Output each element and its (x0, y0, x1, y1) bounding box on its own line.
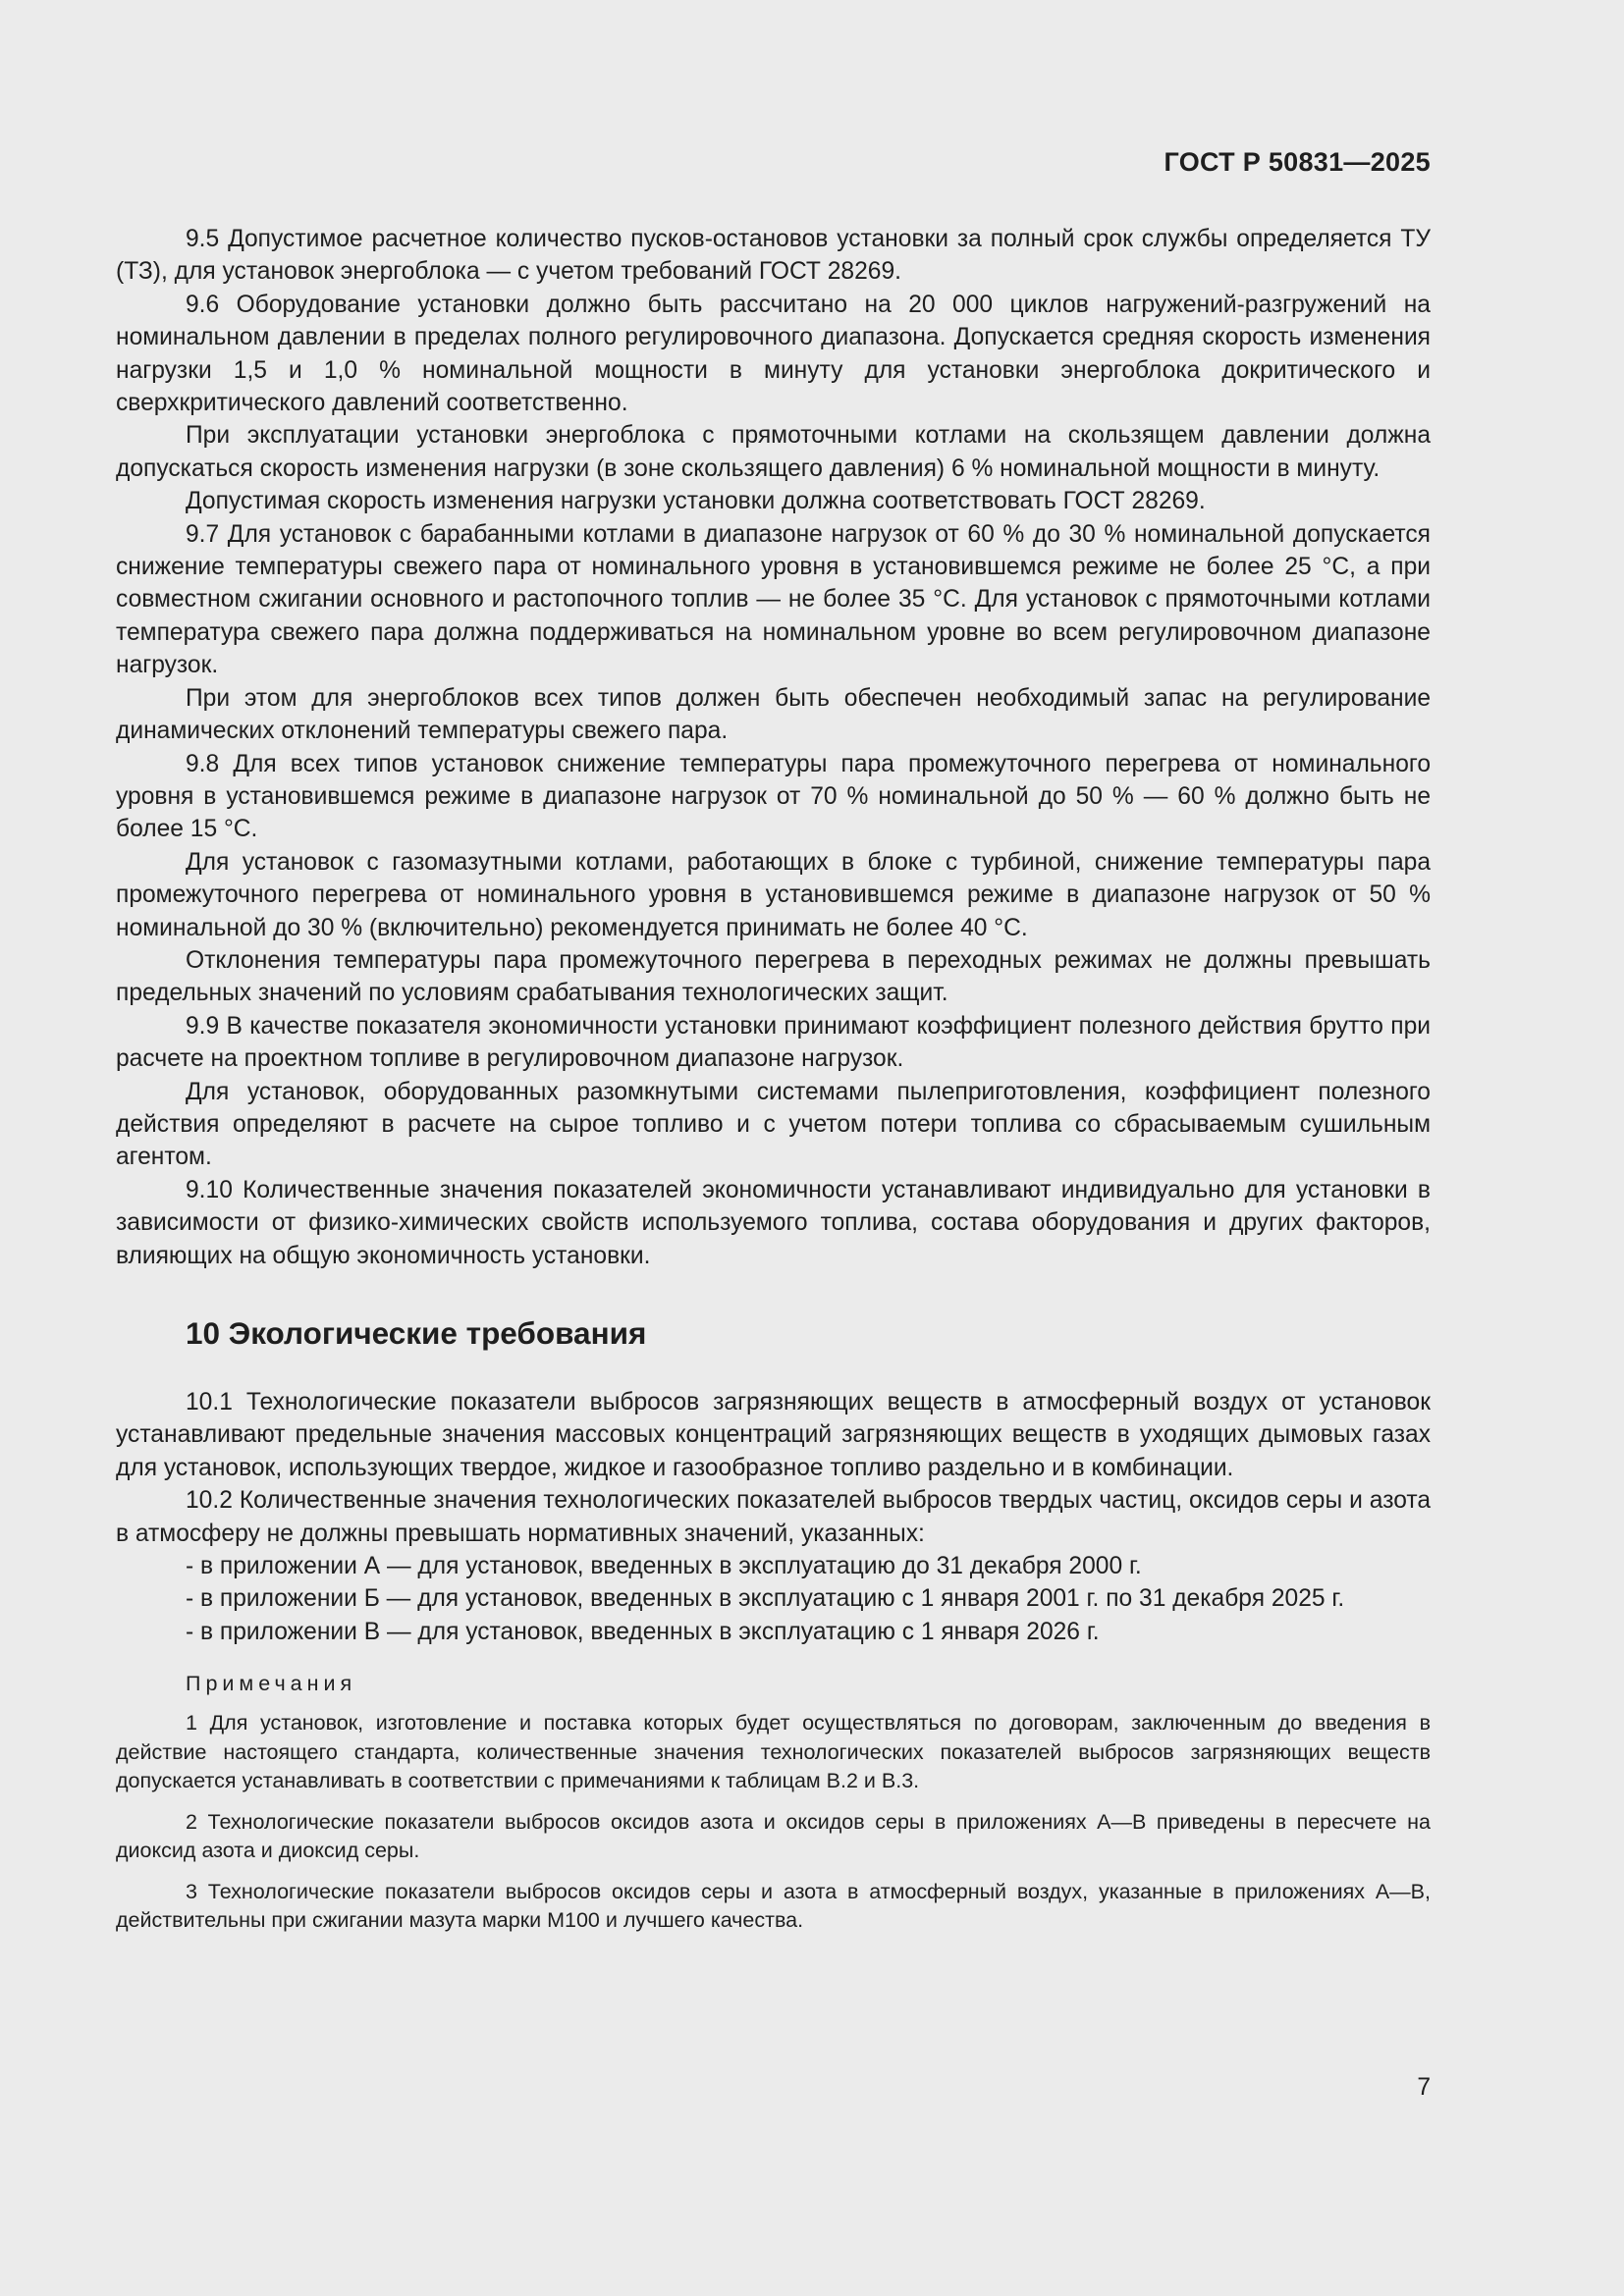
paragraph-9-5: 9.5 Допустимое расчетное количество пусков-остановов установки за полный срок службы определяется ТУ (ТЗ), для установок энергоблока — с учетом требований ГОСТ 28269. (116, 226, 1431, 286)
page-content (116, 223, 1431, 1948)
page-number: 7 (1417, 2074, 1431, 2101)
section-10-title: 10 Экологические требования (186, 1315, 647, 1351)
note-1: 1 Для установок, изготовление и поставка которых будет осуществляться по договорам, заключенным до введения в действие настоящего стандарта, количественные значения технологических показателей выбросов загрязняющих веществ допускается устанавливать в соответствии с примечаниями к таблицам В.2 и В.3. (116, 1711, 1431, 1793)
paragraph-10-2: 10.2 Количественные значения технологических показателей выбросов твердых частиц, оксидов серы и азота в атмосферу не должны превышать нормативных значений, указанных: (116, 1487, 1431, 1547)
note-2: 2 Технологические показатели выбросов оксидов азота и оксидов серы в приложениях А—В приведены в пересчете на диоксид азота и диоксид серы. (116, 1809, 1431, 1863)
paragraph-9-10: 9.10 Количественные значения показателей экономичности устанавливают индивидуально для установки в зависимости от физико-химических свойств используемого топлива, состава оборудования и других факторов, влияющих на общую экономичность установки. (116, 1176, 1431, 1269)
document-code-header: ГОСТ Р 50831—2025 (1164, 147, 1431, 177)
paragraph-10-1: 10.1 Технологические показатели выбросов загрязняющих веществ в атмосферный воздух от установок устанавливают предельные значения массовых концентраций загрязняющих веществ в уходящих дымовых газах для установок, использующих твердое, жидкое и газообразное топливо раздельно и в комбинации. (116, 1389, 1431, 1481)
paragraph-9-6: 9.6 Оборудование установки должно быть рассчитано на 20 000 циклов нагружений-разгружений на номинальном давлении в пределах полного регулировочного диапазона. Допускается средняя скорость изменения нагрузки 1,5 и 1,0 % номинальной мощности в минуту для установки энергоблока докритического и сверхкритического давлений соответственно. (116, 291, 1431, 417)
note-3: 3 Технологические показатели выбросов оксидов серы и азота в атмосферный воздух, указанные в приложениях А—В, действительны при сжигании мазута марки М100 и лучшего качества. (116, 1879, 1431, 1933)
paragraph-9-9-open-systems: Для установок, оборудованных разомкнутыми системами пылеприготовления, коэффициент полезного действия определяют в расчете на сырое топливо и с учетом потери топлива со сбрасываемым сушильным агентом. (116, 1078, 1431, 1171)
paragraph-9-6-load-rate: Допустимая скорость изменения нагрузки установки должна соответствовать ГОСТ 28269. (186, 488, 1206, 515)
list-item-appendix-a: - в приложении А — для установок, введенных в эксплуатацию до 31 декабря 2000 г. (186, 1553, 1142, 1580)
paragraph-9-8-gas-oil: Для установок с газомазутными котлами, работающих в блоке с турбиной, снижение температуры пара промежуточного перегрева от номинального уровня в установившемся режиме в диапазоне нагрузок от 50 % номинальной до 30 % (включительно) рекомендуется принимать не более 40 °С. (116, 848, 1431, 941)
paragraph-9-8-deviations: Отклонения температуры пара промежуточного перегрева в переходных режимах не должны превышать предельных значений по условиям срабатывания технологических защит. (116, 946, 1431, 1007)
paragraph-9-6-sliding-pressure: При эксплуатации установки энергоблока с прямоточными котлами на скользящем давлении должна допускаться скорость изменения нагрузки (в зоне скользящего давления) 6 % номинальной мощности в минуту. (116, 422, 1431, 482)
paragraph-9-7-reserve: При этом для энергоблоков всех типов должен быть обеспечен необходимый запас на регулирование динамических отклонений температуры свежего пара. (116, 684, 1431, 745)
paragraph-9-9: 9.9 В качестве показателя экономичности установки принимают коэффициент полезного действия брутто при расчете на проектном топливе в регулировочном диапазоне нагрузок. (116, 1012, 1431, 1073)
list-item-appendix-b: - в приложении Б — для установок, введенных в эксплуатацию с 1 января 2001 г. по 31 декабря 2025 г. (186, 1585, 1345, 1613)
paragraph-9-7: 9.7 Для установок с барабанными котлами в диапазоне нагрузок от 60 % до 30 % номинальной допускается снижение температуры свежего пара от номинального уровня в установившемся режиме не более 25 °С, а при совместном сжигании основного и растопочного топлив — не более 35 °С. Для установок с прямоточными котлами температура свежего пара должна поддерживаться на номинальном уровне во всем регулировочном диапазоне нагрузок. (116, 520, 1431, 679)
list-item-appendix-v: - в приложении В — для установок, введенных в эксплуатацию с 1 января 2026 г. (186, 1618, 1100, 1645)
notes-title: Примечания (186, 1672, 357, 1696)
paragraph-9-8: 9.8 Для всех типов установок снижение температуры пара промежуточного перегрева от номинального уровня в установившемся режиме в диапазоне нагрузок от 70 % номинальной до 50 % — 60 % должно быть не более 15 °С. (116, 750, 1431, 843)
